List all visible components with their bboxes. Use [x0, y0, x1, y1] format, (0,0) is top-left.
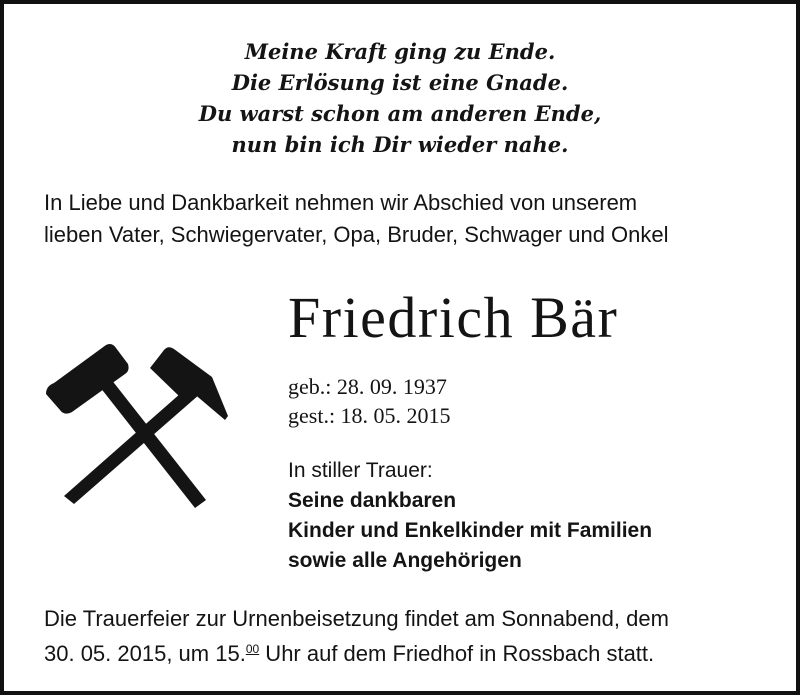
hammer-and-pick-icon — [42, 340, 242, 512]
service-line: Die Trauerfeier zur Urnenbeisetzung findet am Sonnabend, dem — [44, 606, 669, 631]
intro-line: In Liebe und Dankbarkeit nehmen wir Abschied von unserem — [44, 190, 638, 215]
birth-date: geb.: 28. 09. 1937 — [288, 374, 447, 399]
mourner-line: Kinder und Enkelkinder mit Familien — [288, 519, 653, 542]
poem — [4, 36, 796, 160]
poem-line: Die Erlösung ist eine Gnade. — [231, 70, 569, 95]
intro-line: lieben Vater, Schwiegervater, Opa, Bruder, Schwager und Onkel — [44, 222, 669, 247]
intro-text — [44, 187, 776, 251]
mourner-line: Seine dankbaren — [288, 489, 457, 512]
life-dates — [288, 372, 451, 430]
service-minutes: 00 — [245, 642, 260, 656]
poem-line: nun bin ich Dir wieder nahe. — [231, 132, 569, 157]
poem-line: Meine Kraft ging zu Ende. — [244, 39, 556, 64]
service-announcement — [44, 604, 776, 669]
poem-line: Du warst schon am anderen Ende, — [198, 101, 602, 126]
service-location: Uhr auf dem Friedhof in Rossbach statt. — [259, 641, 655, 666]
mourners-block — [288, 456, 652, 576]
service-date-hour: 30. 05. 2015, um 15. — [44, 641, 246, 666]
mourning-heading: In stiller Trauer: — [288, 459, 433, 482]
mourner-line: sowie alle Angehörigen — [288, 549, 522, 572]
deceased-name: Friedrich Bär — [288, 285, 619, 350]
service-line — [44, 634, 776, 669]
death-date: gest.: 18. 05. 2015 — [288, 403, 451, 428]
